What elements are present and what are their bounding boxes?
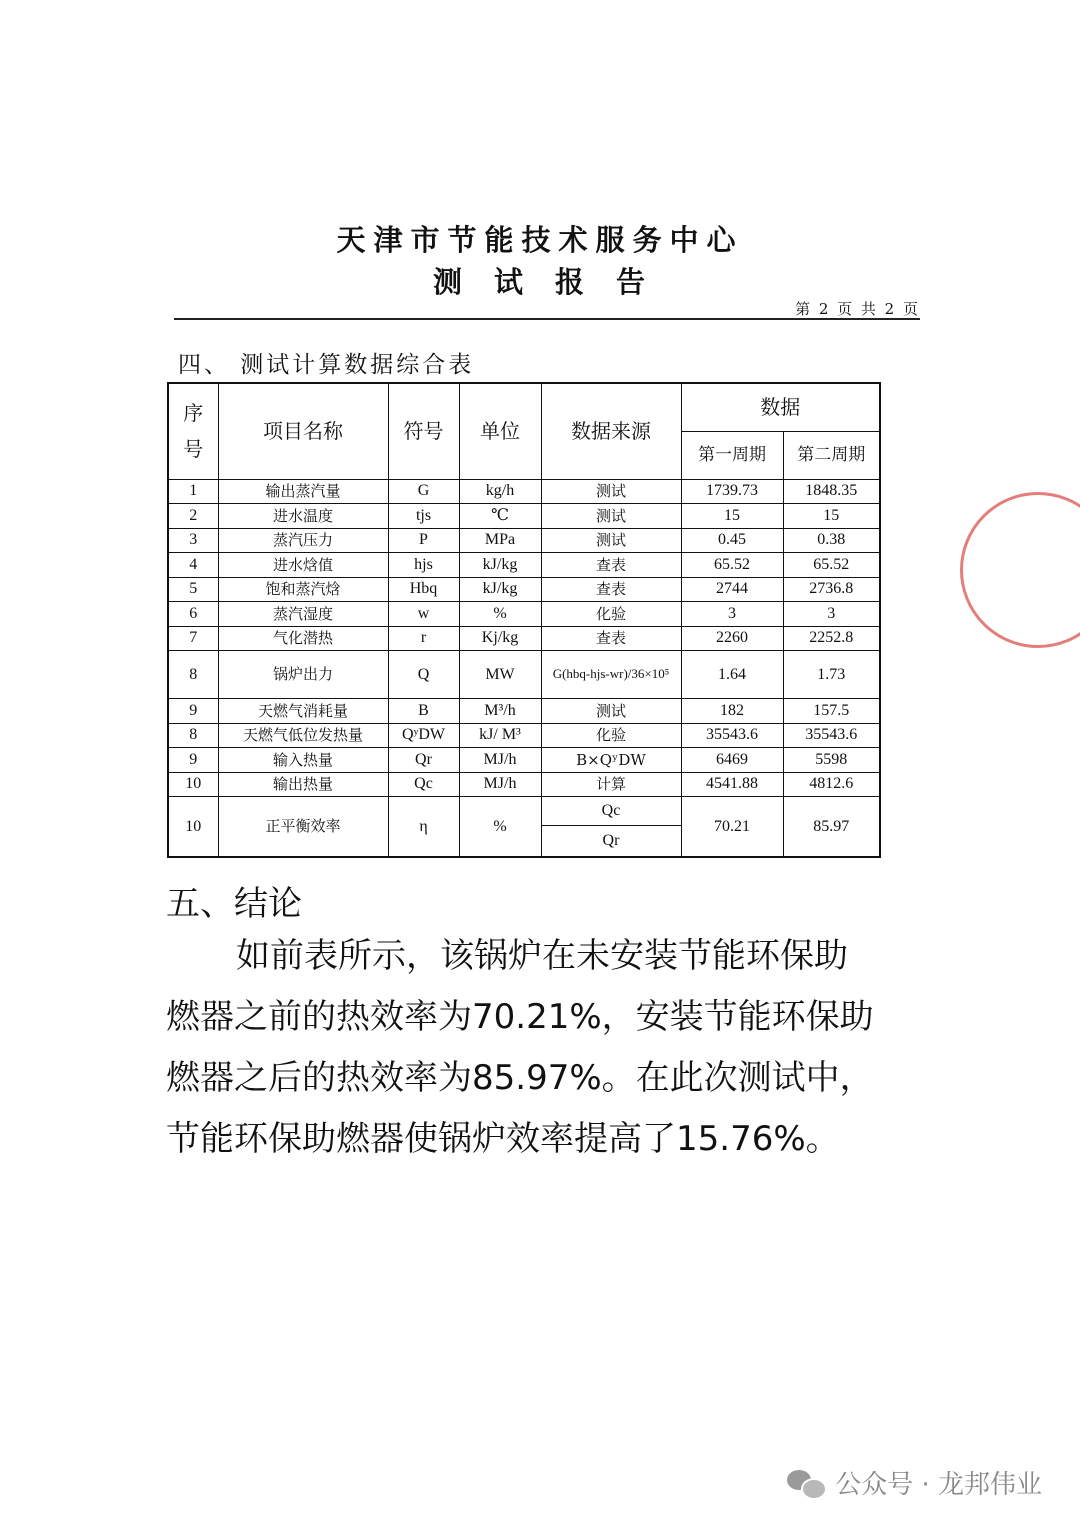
cell-unit: %	[459, 602, 541, 627]
cell-unit: kJ/ M³	[459, 723, 541, 748]
cell-symbol: G	[388, 479, 459, 504]
cell-period-1: 3	[681, 602, 783, 627]
table-row	[168, 626, 880, 651]
cell-unit: kJ/kg	[459, 577, 541, 602]
cell-name: 天燃气低位发热量	[218, 723, 388, 748]
cell-symbol: w	[388, 602, 459, 627]
cell-period-1: 35543.6	[681, 723, 783, 748]
header-rule	[174, 318, 920, 320]
cell-period-1: 182	[681, 699, 783, 724]
cell-name: 输入热量	[218, 748, 388, 773]
cell-source: 查表	[541, 577, 681, 602]
test-data-table	[167, 382, 881, 858]
cell-no: 9	[168, 748, 218, 773]
cell-symbol: Qr	[388, 748, 459, 773]
cell-symbol: Q	[388, 651, 459, 699]
table-row	[168, 723, 880, 748]
cell-source: 测试	[541, 528, 681, 553]
cell-source: G(hbq-hjs-wr)/36×10⁵	[541, 651, 681, 699]
cell-period-1: 6469	[681, 748, 783, 773]
cell-source: 测试	[541, 504, 681, 529]
cell-symbol: P	[388, 528, 459, 553]
table-row	[168, 699, 880, 724]
header-period-1: 第一周期	[681, 431, 783, 479]
cell-period-2: 85.97	[783, 797, 880, 858]
cell-symbol: η	[388, 797, 459, 858]
cell-name: 锅炉出力	[218, 651, 388, 699]
cell-name: 输出蒸汽量	[218, 479, 388, 504]
cell-no: 9	[168, 699, 218, 724]
cell-source: 化验	[541, 602, 681, 627]
cell-source: 化验	[541, 723, 681, 748]
cell-no: 3	[168, 528, 218, 553]
cell-source: 测试	[541, 479, 681, 504]
cell-period-1: 2744	[681, 577, 783, 602]
cell-period-2: 65.52	[783, 553, 880, 578]
header-data: 数据	[681, 383, 880, 431]
cell-period-1: 65.52	[681, 553, 783, 578]
cell-unit: MW	[459, 651, 541, 699]
cell-name: 气化潜热	[218, 626, 388, 651]
cell-unit: M³/h	[459, 699, 541, 724]
wechat-icon	[787, 1468, 825, 1498]
cell-unit: %	[459, 797, 541, 858]
cell-name: 蒸汽湿度	[218, 602, 388, 627]
cell-unit: kJ/kg	[459, 553, 541, 578]
cell-period-2: 2252.8	[783, 626, 880, 651]
section-4-heading: 四、 测试计算数据综合表	[178, 352, 475, 378]
cell-period-1: 15	[681, 504, 783, 529]
cell-period-2: 157.5	[783, 699, 880, 724]
cell-unit: ℃	[459, 504, 541, 529]
cell-no: 8	[168, 723, 218, 748]
table-row	[168, 651, 880, 699]
cell-symbol: r	[388, 626, 459, 651]
header-unit: 单位	[459, 383, 541, 479]
header-item: 项目名称	[218, 383, 388, 479]
cell-period-1: 4541.88	[681, 772, 783, 797]
table-row	[168, 553, 880, 578]
header-seq: 序 号	[168, 383, 218, 479]
cell-symbol: Hbq	[388, 577, 459, 602]
cell-period-2: 4812.6	[783, 772, 880, 797]
cell-period-1: 1.64	[681, 651, 783, 699]
cell-source-fraction	[541, 797, 681, 858]
cell-period-2: 1848.35	[783, 479, 880, 504]
cell-period-2: 35543.6	[783, 723, 880, 748]
table-row	[168, 528, 880, 553]
conclusion-line: 燃器之后的热效率为85.97%。在此次测试中，	[166, 1058, 874, 1098]
cell-source: 测试	[541, 699, 681, 724]
table-row	[168, 504, 880, 529]
fraction-numerator: Qc	[542, 797, 681, 826]
cell-no: 5	[168, 577, 218, 602]
official-seal-stamp	[960, 492, 1080, 648]
cell-unit: MJ/h	[459, 748, 541, 773]
conclusion-line: 燃器之前的热效率为70.21%，安装节能环保助	[166, 997, 874, 1037]
fraction-denominator: Qr	[602, 832, 620, 849]
header-symbol: 符号	[388, 383, 459, 479]
cell-name: 正平衡效率	[218, 797, 388, 858]
cell-period-2: 2736.8	[783, 577, 880, 602]
page-info: 第 2 页 共 2 页	[795, 300, 920, 318]
header-source: 数据来源	[541, 383, 681, 479]
table-row	[168, 577, 880, 602]
cell-no: 4	[168, 553, 218, 578]
cell-period-1: 1739.73	[681, 479, 783, 504]
cell-no: 7	[168, 626, 218, 651]
cell-name: 天燃气消耗量	[218, 699, 388, 724]
cell-symbol: hjs	[388, 553, 459, 578]
header-period-2: 第二周期	[783, 431, 880, 479]
report-title: 测试报告	[432, 265, 677, 299]
section-5-heading: 五、结论	[166, 884, 302, 924]
cell-no: 10	[168, 772, 218, 797]
cell-unit: Kj/kg	[459, 626, 541, 651]
cell-name: 输出热量	[218, 772, 388, 797]
cell-name: 饱和蒸汽焓	[218, 577, 388, 602]
cell-source: 计算	[541, 772, 681, 797]
cell-unit: MPa	[459, 528, 541, 553]
table-row	[168, 748, 880, 773]
table-row	[168, 602, 880, 627]
cell-unit: MJ/h	[459, 772, 541, 797]
cell-no: 1	[168, 479, 218, 504]
cell-source: B×QʸDW	[541, 748, 681, 773]
cell-no: 10	[168, 797, 218, 858]
cell-symbol: B	[388, 699, 459, 724]
cell-period-1: 2260	[681, 626, 783, 651]
cell-period-1: 0.45	[681, 528, 783, 553]
cell-period-2: 5598	[783, 748, 880, 773]
cell-source: 查表	[541, 626, 681, 651]
cell-name: 进水温度	[218, 504, 388, 529]
cell-period-2: 0.38	[783, 528, 880, 553]
cell-no: 6	[168, 602, 218, 627]
conclusion-line: 如前表所示，该锅炉在未安装节能环保助	[236, 936, 848, 976]
cell-symbol: QʸDW	[388, 723, 459, 748]
table-row	[168, 772, 880, 797]
cell-no: 2	[168, 504, 218, 529]
cell-period-2: 15	[783, 504, 880, 529]
cell-period-2: 1.73	[783, 651, 880, 699]
cell-source: 查表	[541, 553, 681, 578]
watermark-text: 公众号 · 龙邦伟业	[835, 1470, 1042, 1500]
cell-unit: kg/h	[459, 479, 541, 504]
table-row	[168, 479, 880, 504]
cell-symbol: Qc	[388, 772, 459, 797]
cell-period-1: 70.21	[681, 797, 783, 858]
organization-name: 天津市节能技术服务中心	[336, 223, 744, 257]
conclusion-paragraph	[166, 926, 886, 1170]
cell-name: 进水焓值	[218, 553, 388, 578]
watermark	[787, 1464, 1042, 1501]
cell-period-2: 3	[783, 602, 880, 627]
cell-no: 8	[168, 651, 218, 699]
conclusion-line: 节能环保助燃器使锅炉效率提高了15.76%。	[166, 1119, 840, 1159]
cell-symbol: tjs	[388, 504, 459, 529]
cell-name: 蒸汽压力	[218, 528, 388, 553]
